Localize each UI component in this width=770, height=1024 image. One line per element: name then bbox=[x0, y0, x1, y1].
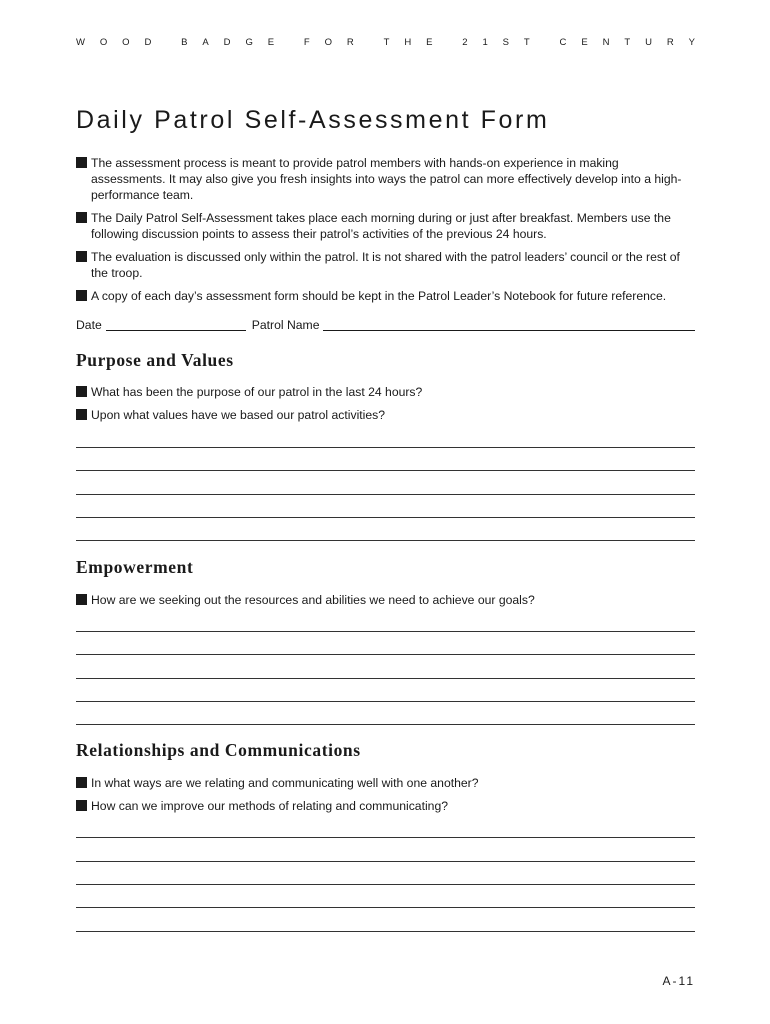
running-header-letter: R bbox=[346, 37, 354, 48]
running-header-letter: E bbox=[426, 37, 433, 48]
running-header-letter: F bbox=[303, 37, 310, 48]
answer-line[interactable] bbox=[76, 494, 695, 495]
question-text: Upon what values have we based our patrol activities? bbox=[91, 408, 386, 422]
square-bullet-icon bbox=[76, 386, 87, 397]
form-page bbox=[76, 0, 695, 1024]
answer-line[interactable] bbox=[76, 631, 695, 632]
answer-line[interactable] bbox=[76, 931, 695, 932]
answer-line[interactable] bbox=[76, 654, 695, 655]
running-header-letter: E bbox=[267, 37, 275, 48]
patrol-name-field[interactable] bbox=[323, 318, 695, 331]
running-header-letter: W bbox=[76, 37, 85, 48]
answer-line[interactable] bbox=[76, 447, 695, 448]
answer-line[interactable] bbox=[76, 837, 695, 838]
answer-line[interactable] bbox=[76, 540, 695, 541]
running-header-letter: U bbox=[645, 37, 652, 48]
empowerment-questions bbox=[76, 592, 695, 615]
running-header-letter: G bbox=[245, 37, 253, 48]
square-bullet-icon bbox=[76, 251, 87, 262]
question-item bbox=[76, 407, 695, 423]
running-header-letter: B bbox=[181, 37, 188, 48]
square-bullet-icon bbox=[76, 777, 87, 788]
running-header-letter: O bbox=[99, 37, 108, 48]
page-number: A-11 bbox=[662, 974, 695, 988]
running-header-letter: O bbox=[324, 37, 332, 48]
running-header-letter: T bbox=[624, 37, 631, 48]
running-header-letter: Y bbox=[688, 37, 695, 48]
intro-bullet bbox=[76, 155, 695, 203]
intro-bullet-text: The evaluation is discussed only within the patrol. It is not shared with the patrol leaders’ council or the rest of the troop. bbox=[91, 250, 680, 280]
intro-bullet bbox=[76, 249, 695, 281]
answer-line[interactable] bbox=[76, 678, 695, 679]
question-text: How can we improve our methods of relating and communicating? bbox=[91, 799, 449, 813]
running-header-letter: T bbox=[383, 37, 390, 48]
intro-bullet-list bbox=[76, 155, 695, 311]
intro-bullet-text: The Daily Patrol Self-Assessment takes place each morning during or just after breakfast. Members use the following discussion points to assess their patrol’s activities of the previous 24 hours. bbox=[91, 211, 671, 241]
date-label: Date bbox=[76, 318, 102, 332]
running-header-letter: D bbox=[144, 37, 152, 48]
question-text: What has been the purpose of our patrol in the last 24 hours? bbox=[91, 385, 423, 399]
square-bullet-icon bbox=[76, 212, 87, 223]
section-heading-relationships: Relationships and Communications bbox=[76, 740, 361, 760]
running-header-letter: 1 bbox=[482, 37, 488, 48]
answer-line[interactable] bbox=[76, 861, 695, 862]
patrol-name-label: Patrol Name bbox=[251, 318, 320, 332]
date-patrol-row bbox=[76, 318, 695, 332]
answer-line[interactable] bbox=[76, 470, 695, 471]
running-header-letter: S bbox=[502, 37, 509, 48]
section-heading-purpose-values: Purpose and Values bbox=[76, 350, 234, 370]
relationships-questions bbox=[76, 775, 695, 821]
answer-line[interactable] bbox=[76, 701, 695, 702]
section-heading-empowerment: Empowerment bbox=[76, 557, 194, 577]
page-title: Daily Patrol Self-Assessment Form bbox=[76, 106, 550, 134]
running-header-letter: R bbox=[666, 37, 674, 48]
square-bullet-icon bbox=[76, 594, 87, 605]
date-field[interactable] bbox=[106, 318, 246, 331]
running-header-letter: O bbox=[122, 37, 130, 48]
intro-bullet-text: The assessment process is meant to provide patrol members with hands-on experience in making assessments. It may also give you fresh insights into ways the patrol can more effectively develop into a high-performance team. bbox=[91, 156, 682, 202]
answer-line[interactable] bbox=[76, 724, 695, 725]
running-header bbox=[76, 37, 695, 48]
square-bullet-icon bbox=[76, 290, 87, 301]
question-item bbox=[76, 384, 695, 400]
running-header-letter: C bbox=[559, 37, 567, 48]
running-header-letter: A bbox=[202, 37, 209, 48]
running-header-letter: H bbox=[404, 37, 412, 48]
question-item bbox=[76, 775, 695, 791]
question-text: How are we seeking out the resources and abilities we need to achieve our goals? bbox=[91, 593, 535, 607]
question-item bbox=[76, 798, 695, 814]
answer-line[interactable] bbox=[76, 907, 695, 908]
purpose-values-questions bbox=[76, 384, 695, 430]
running-header-letters bbox=[76, 37, 695, 48]
intro-bullet bbox=[76, 210, 695, 242]
question-text: In what ways are we relating and communicating well with one another? bbox=[91, 776, 479, 790]
running-header-letter: D bbox=[223, 37, 231, 48]
running-header-letter: 2 bbox=[462, 37, 468, 48]
answer-line[interactable] bbox=[76, 884, 695, 885]
square-bullet-icon bbox=[76, 800, 87, 811]
intro-bullet bbox=[76, 288, 695, 304]
running-header-letter: N bbox=[602, 37, 610, 48]
square-bullet-icon bbox=[76, 157, 87, 168]
running-header-letter: T bbox=[523, 37, 530, 48]
intro-bullet-text: A copy of each day’s assessment form should be kept in the Patrol Leader’s Notebook for future reference. bbox=[91, 289, 667, 303]
answer-line[interactable] bbox=[76, 517, 695, 518]
square-bullet-icon bbox=[76, 409, 87, 420]
running-header-letter: E bbox=[581, 37, 588, 48]
question-item bbox=[76, 592, 695, 608]
